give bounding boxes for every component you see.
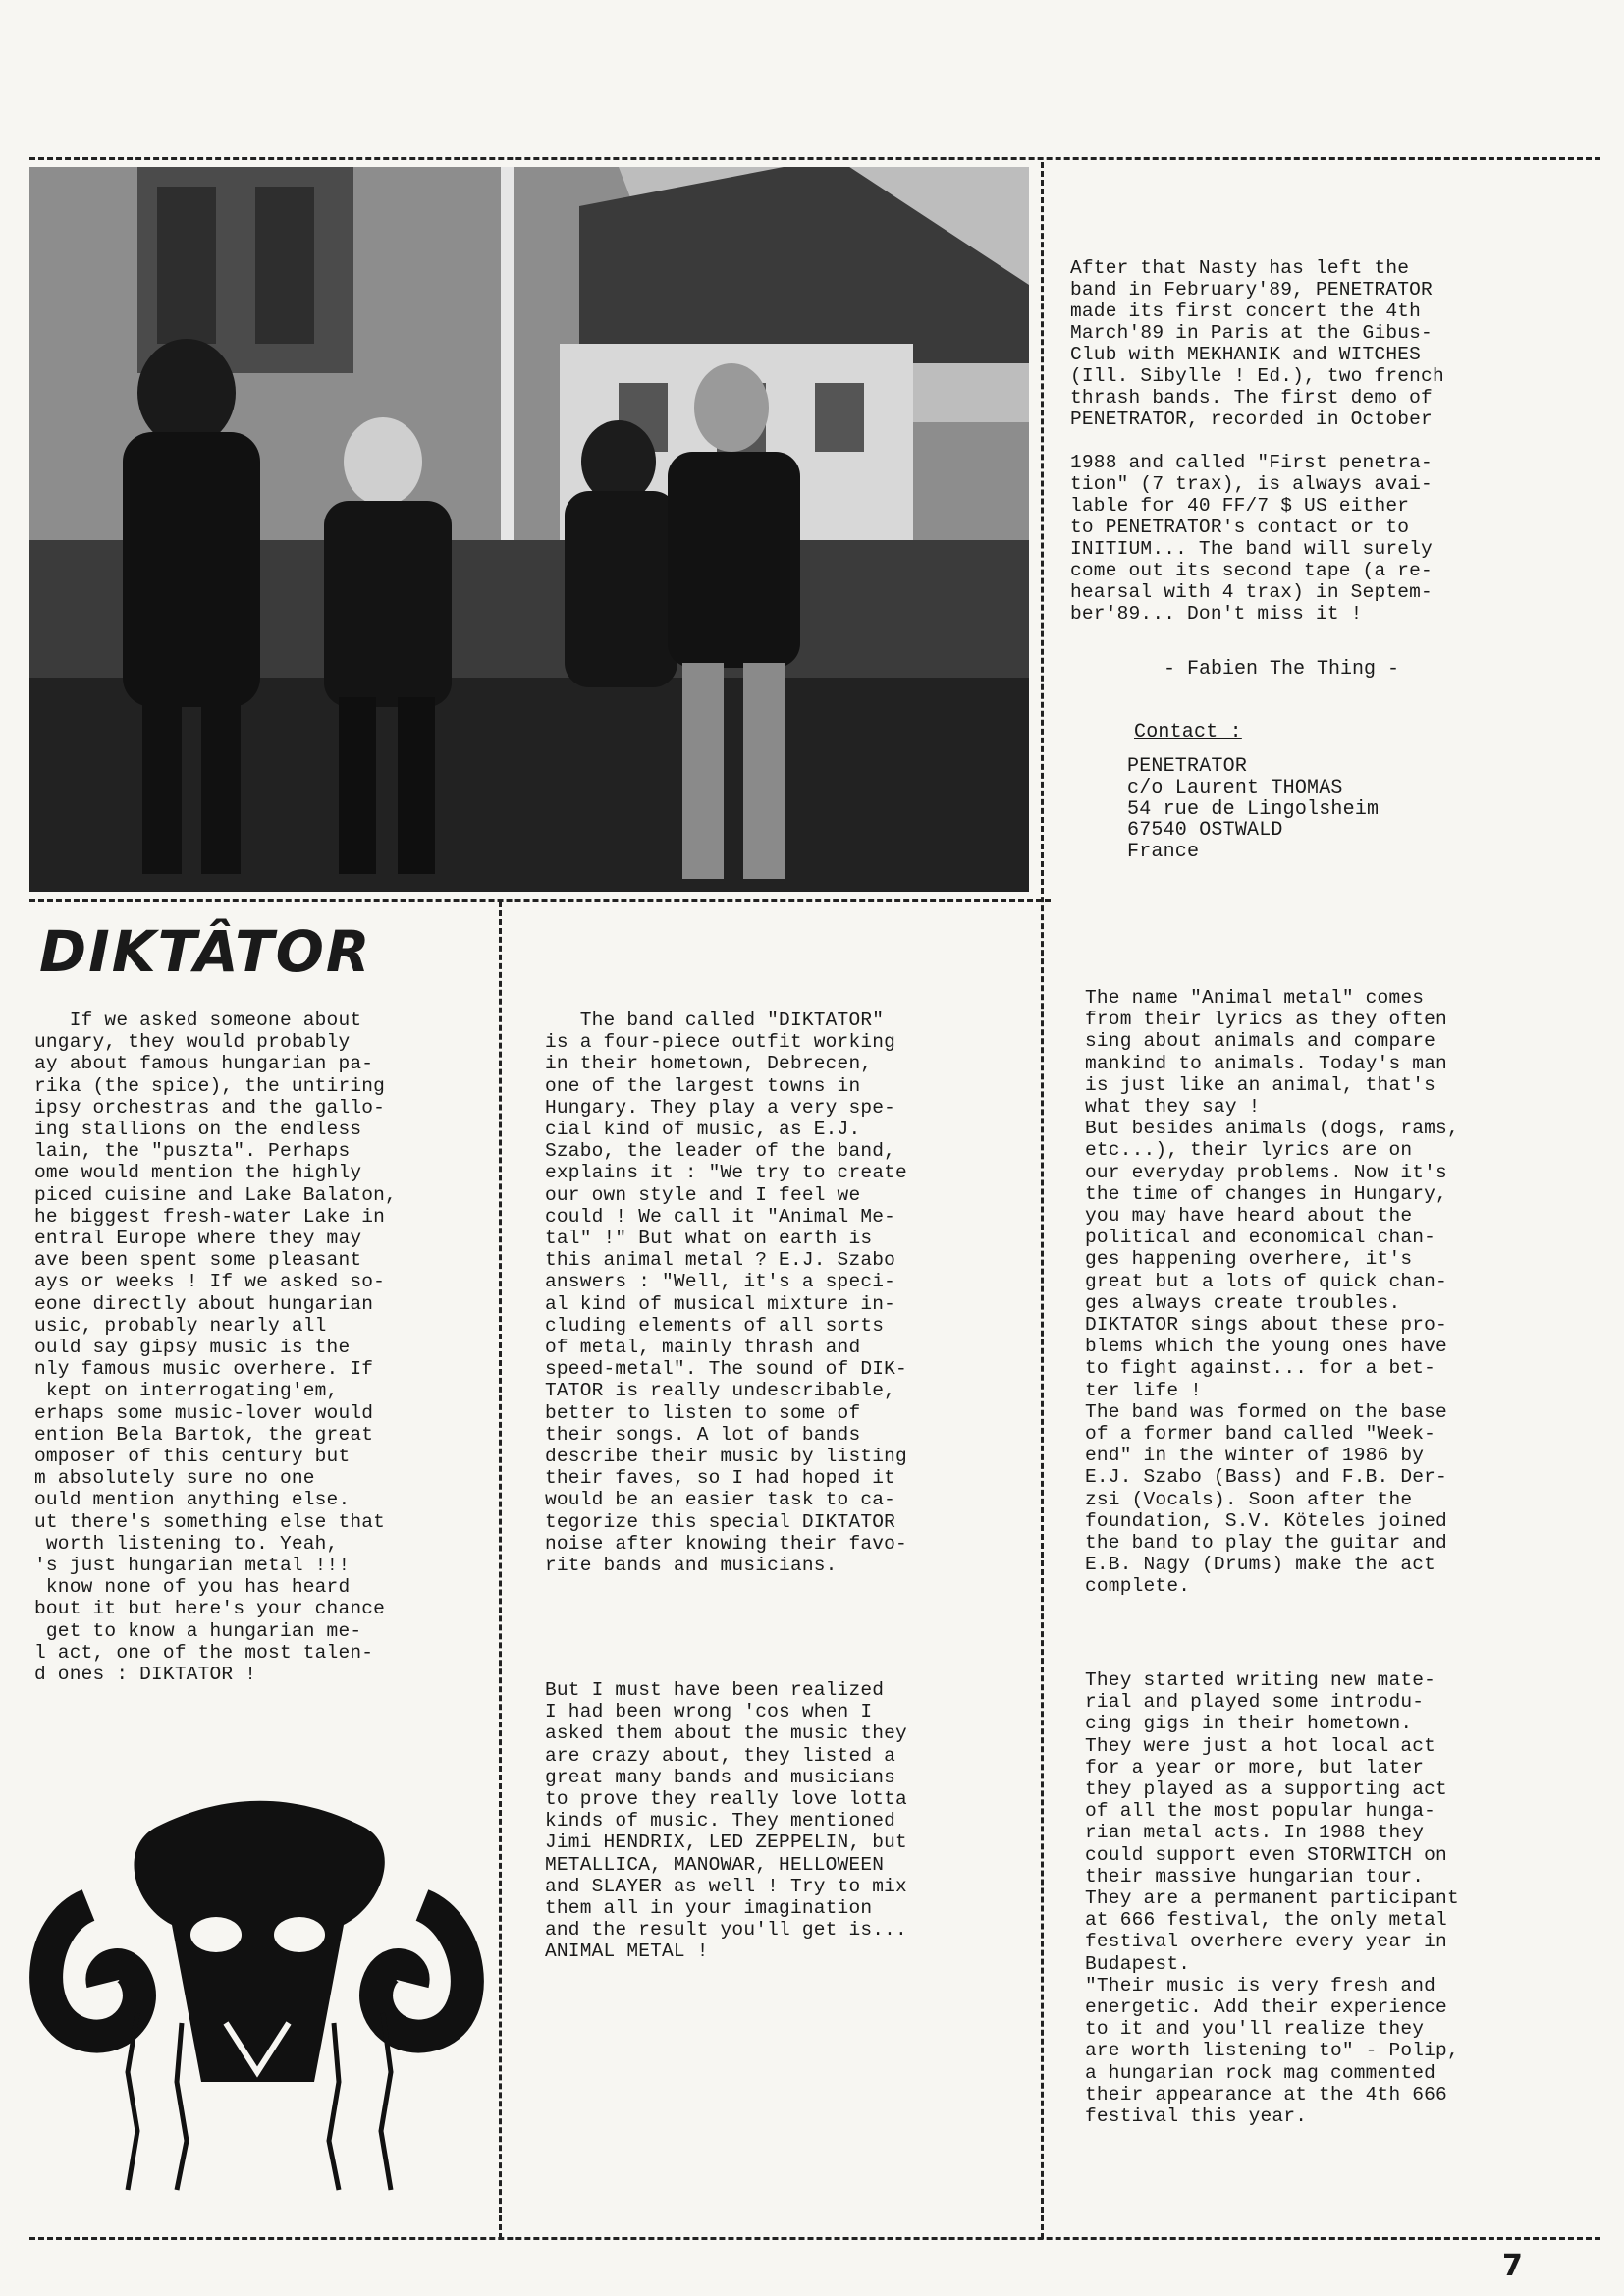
divider-col1-col2 — [499, 902, 502, 2239]
column-3-text-a: The name "Animal metal" comes from their lyrics as they often sing about animals and compare mankind to animals. Today's man is just like an animal, that's what they say ! But besides animals (dogs, rams, etc...), their lyrics are on our everyday problems. Now it's the time of changes in Hungary, you may have heard about the political and economical chan- ges happening overhere, it's great but a lots of quick chan- ges always create troubles. DIKTATOR sings about these pro- blems which the young ones have to fight against... for a bet- ter life ! The band was formed on the base of a former band called "Week- end" in the winter of 1986 by E.J. Szabo (Bass) and F.B. Der- zsi (Vocals). Soon after the foundation, S.V. Köteles joined the band to play the guitar and E.B. Nagy (Drums) make the act complete. — [1085, 987, 1459, 1598]
column-1-text: If we asked someone about ungary, they would probably ay about famous hungarian pa- rika (the spice), the untiring ipsy orchestras and the gallo- ing stallions on the endless lain, the "puszta". Perhaps ome would mention the highly piced cuisine and Lake Balaton, he biggest fresh-water Lake in entral Europe where they may ave been spent some pleasant ays or weeks ! If we asked so- eone directly about hungarian usic, probably nearly all ould say gipsy music is the nly famous music overhere. If kept on interrogating'em, erhaps some music-lover would ention Bela Bartok, the great omposer of this century but m absolutely sure no one ould mention anything else. ut there's something else that worth listening to. Yeah, 's just hungarian metal !!! know none of you has heard bout it but here's your chance get to know a hungarian me- l act, one of the most talen- d ones : DIKTATOR ! — [34, 1010, 397, 1686]
author-signoff: - Fabien The Thing - — [1164, 658, 1400, 681]
top-rule — [29, 157, 1600, 160]
column-2-text-a: The band called "DIKTATOR" is a four-piece outfit working in their hometown, Debrecen, one of the largest towns in Hungary. They play a very spe- cial kind of music, as E.J. Szabo, the leader of the band, explains it : "We try to create our own style and I feel we could ! We call it "Animal Me- tal" !" But what on earth is this animal metal ? E.J. Szabo answers : "Well, it's a speci- al kind of musical mixture in- cluding elements of all sorts of metal, mainly thrash and speed-metal". The sound of DIK- TATOR is really undescribable, better to listen to some of their songs. A lot of bands describe their music by listing their faves, so I had hoped it would be an easier task to ca- tegorize this special DIKTATOR noise after knowing their favo- rite bands and musicians. — [545, 1010, 907, 1577]
mid-rule — [29, 899, 1051, 902]
ram-skull-illustration — [29, 1787, 491, 2205]
penetrator-paragraph: After that Nasty has left the band in February'89, PENETRATOR made its first concert the 4th March'89 in Paris at the Gibus- Club with MEKHANIK and WITCHES (Ill. Sibylle ! Ed.), two french thrash bands. The first demo of PENETRATOR, recorded in October 1988 and called "First penetra- tion" (7 trax), is always avai- lable for 40 FF/7 $ US either to PENETRATOR's contact or to INITIUM... The band will surely come out its second tape (a re- hearsal with 4 trax) in Septem- ber'89... Don't miss it ! — [1070, 257, 1444, 625]
column-2-text-b: But I must have been realized I had been wrong 'cos when I asked them about the music they are crazy about, they listed a great many bands and musicians to prove they really love lotta kinds of music. They mentioned Jimi HENDRIX, LED ZEPPELIN, but METALLICA, MANOWAR, HELLOWEEN and SLAYER as well ! Try to mix them all in your imagination and the result you'll get is... ANIMAL METAL ! — [545, 1679, 907, 1963]
band-photo-art — [29, 167, 1029, 892]
contact-address: PENETRATOR c/o Laurent THOMAS 54 rue de Lingolsheim 67540 OSTWALD France — [1127, 755, 1380, 864]
diktator-logo: DIKTÂTOR — [39, 918, 372, 985]
contact-heading: Contact : — [1134, 721, 1242, 743]
page-number: 7 — [1502, 2249, 1523, 2283]
band-photo — [29, 167, 1029, 892]
divider-right-photo — [1041, 162, 1044, 2239]
ram-skull-icon — [29, 1787, 491, 2200]
column-3-text-b: They started writing new mate- rial and played some introdu- cing gigs in their hometown. They were just a hot local act for a year or more, but later they played as a supporting act of all the most popular hunga- rian metal acts. In 1988 they could support even STORWITCH on their massive hungarian tour. They are a permanent participant at 666 festival, the only metal festival overhere every year in Budapest. "Their music is very fresh and energetic. Add their experience to it and you'll realize they are worth listening to" - Polip, a hungarian rock mag commented their appearance at the 4th 666 festival this year. — [1085, 1669, 1459, 2128]
bottom-rule — [29, 2237, 1600, 2240]
